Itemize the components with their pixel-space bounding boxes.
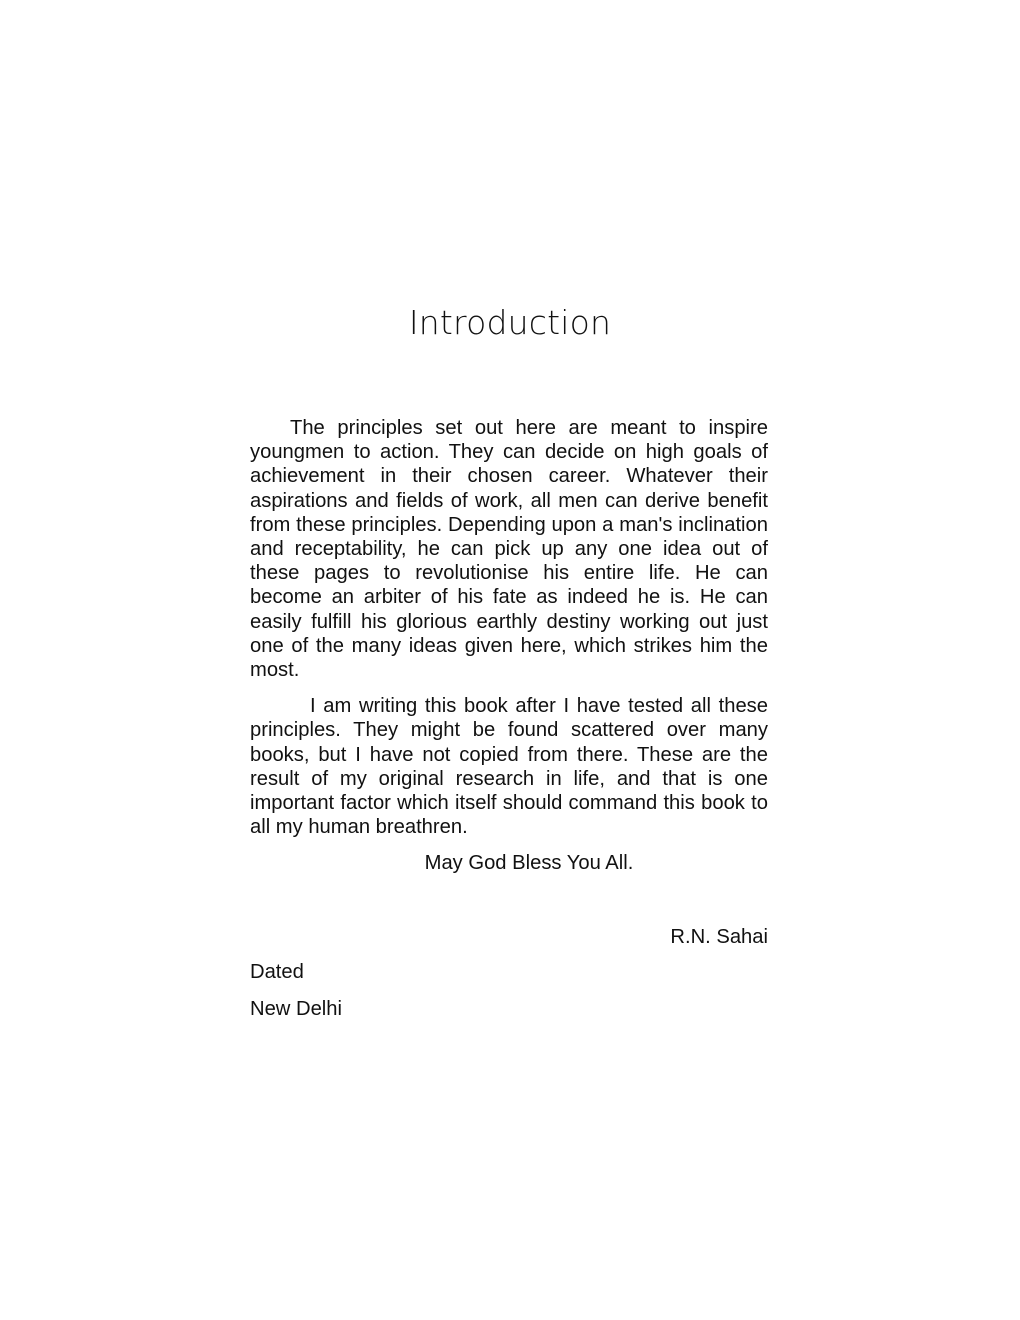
- introduction-body: [250, 416, 768, 839]
- paragraph-1: The principles set out here are meant to inspire youngmen to action. They can decide on high goals of achievement in their chosen career. Whatever their aspirations and fields of work, all men can derive benefit from these principles. Depending upon a man's inclination and receptability, he can pick up any one idea out of these pages to revolutionise his entire life. He can become an arbiter of his fate as indeed he is. He can easily fulfill his glorious earthly destiny working out just one of the many ideas given here, which strikes him the most.: [250, 417, 768, 682]
- place-label: New Delhi: [250, 998, 342, 1020]
- dated-label: Dated: [250, 961, 304, 983]
- blessing-line: May God Bless You All.: [424, 852, 634, 874]
- paragraph-2: I am writing this book after I have tested all these principles. They might be found scattered over many books, but I have not copied from there. These are the result of my original research in life, and that is one important factor which itself should command this book to all my human breathren.: [250, 695, 768, 839]
- author-signature: R.N. Sahai: [670, 926, 768, 948]
- page-title: Introduction: [408, 303, 612, 342]
